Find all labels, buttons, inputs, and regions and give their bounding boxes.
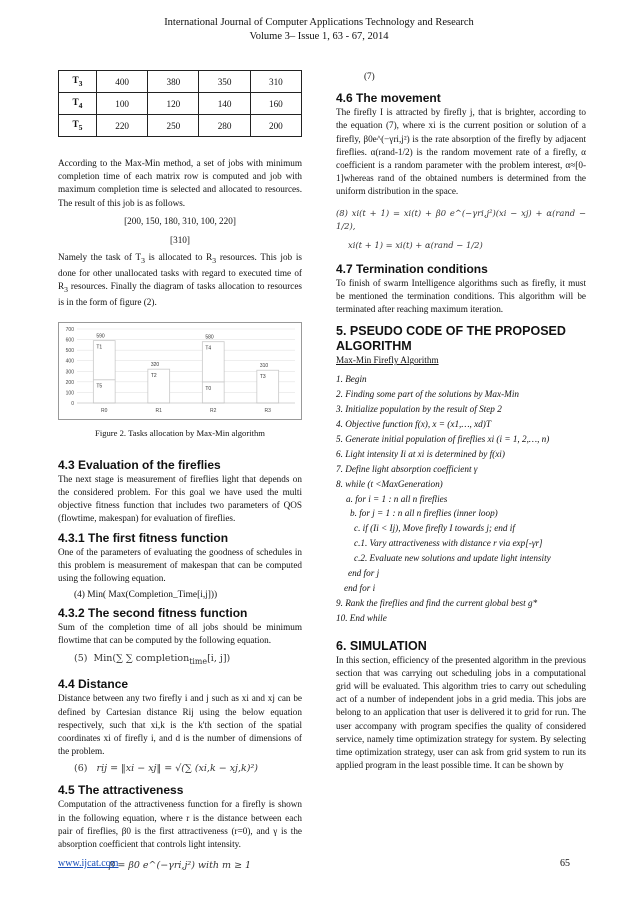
pseudo-code-line: c.1. Vary attractiveness with distance r via exp[-γr] <box>354 538 543 549</box>
x-tick-label: R1 <box>155 407 162 414</box>
pseudo-code-line: 6. Light intensity Ii at xi is determined by f(xi) <box>336 448 505 459</box>
table-row-label: $T_3$ <box>59 71 97 93</box>
section-4-7-heading: 4.7 Termination conditions <box>336 261 488 276</box>
table-cell: 400 <box>97 71 148 93</box>
table-row <box>59 93 302 115</box>
pseudo-code-line: 5. Generate initial population of fireflies xi (i = 1, 2,…, n) <box>336 434 550 444</box>
attractiveness-equation: β = β0 e^(−γri,j²) with m ≥ 1 <box>108 860 252 872</box>
section-4-5-text: Computation of the attractiveness function for a firefly is shown in the following equation, where r is the distance between each pair of fireflies, β0 is the first attractiveness (r=0), and γ is the absorption coefficient that controls light intensity. <box>58 799 302 850</box>
section-4-5-heading: 4.5 The attractiveness <box>58 783 184 798</box>
section-4-3-heading: 4.3 Evaluation of the fireflies <box>58 457 221 472</box>
y-tick-label: 600 <box>65 337 74 344</box>
table-row <box>59 71 302 93</box>
table-row <box>59 115 302 137</box>
table-cell: 380 <box>148 71 199 93</box>
y-tick-label: 200 <box>65 379 74 386</box>
table-cell: 160 <box>250 93 301 115</box>
table-cell: 280 <box>199 115 250 137</box>
total-label: 310 <box>259 362 269 369</box>
segment-label: T3 <box>259 373 266 380</box>
y-tick-label: 100 <box>65 390 74 397</box>
equation-8-line1: (8) xi(t + 1) = xi(t) + β0 e^(−γri,j²)(xi − xj) + α(rand − 1/2), <box>336 207 586 231</box>
segment-label: T0 <box>205 385 212 392</box>
equation-6: (6) rij = ‖xi − xj‖ = √(∑ (xi,k − xj,k)²) <box>74 763 258 775</box>
allocation-paragraph: Namely the task of $T_3$ is allocated to $R_3$ resources. This job is done for other unallocated tasks with regard to executed time of $R_3$ resources. Finally the diagram of tasks allocation to resources is in the form of figure (2). <box>58 252 302 308</box>
x-tick-label: R2 <box>210 407 217 414</box>
y-tick-label: 0 <box>71 400 74 407</box>
chart-svg <box>59 323 301 419</box>
segment-label: T4 <box>205 345 212 352</box>
equation-5: (5) Min(∑ ∑ completion$_{time}$[i, j]) <box>74 652 231 666</box>
table-row-label: $T_5$ <box>59 115 97 137</box>
pseudo-code-line: end for i <box>344 582 376 593</box>
pseudo-code <box>336 373 586 625</box>
pseudo-code-line: 8. while (t <MaxGeneration) <box>336 478 443 489</box>
maxmin-paragraph: According to the Max-Min method, a set of jobs with minimum completion time of each matrix row is computed and job with maximum completion time is selected and allocated to resources. The result of this job is as follows. <box>58 158 302 208</box>
table-cell: 350 <box>199 71 250 93</box>
table-cell: 140 <box>199 93 250 115</box>
pseudo-code-line: a. for i = 1 : n all n fireflies <box>346 493 448 504</box>
y-tick-label: 300 <box>65 368 74 375</box>
pseudo-code-line: 2. Finding some part of the solutions by Max-Min <box>336 389 519 400</box>
pseudo-code-line: 7. Define light absorption coefficient γ <box>336 463 478 474</box>
section-5-heading: 5. PSEUDO CODE OF THE PROPOSED ALGORITHM <box>336 324 566 354</box>
pseudo-code-line: 1. Begin <box>336 374 367 385</box>
total-label: 580 <box>205 334 214 341</box>
completion-time-table <box>58 70 302 137</box>
segment-label: T5 <box>96 383 103 390</box>
right-column <box>336 70 586 772</box>
section-4-3-text: The next stage is measurement of fireflies light that depends on the considered problem. For this goal we have used the multi objective fitness function that includes two parameters of QOS (flowtime, makespan) for evaluation of fireflies. <box>58 473 302 524</box>
pseudo-code-line: 9. Rank the fireflies and find the current global best g* <box>336 597 538 608</box>
task-allocation-chart <box>58 322 302 420</box>
journal-url-link[interactable]: www.ijcat.com <box>58 858 119 869</box>
table-cell: 220 <box>97 115 148 137</box>
section-4-4-text: Distance between any two firefly i and j such as xi and xj can be defined by Cartesian distance Rij using the below equation respectively, such that xi,k is the k'th section of the spatial coordinates xi of firefly i, and d is the number of dimensions of the problem. <box>58 693 302 757</box>
figure-caption: Figure 2. Tasks allocation by Max-Min algorithm <box>95 427 265 438</box>
equation-4: (4) Min( Max(Completion_Time[i,j])) <box>74 590 218 601</box>
result-vector: [200, 150, 180, 310, 100, 220] <box>124 215 236 226</box>
table-cell: 250 <box>148 115 199 137</box>
equation-8-line2: xi(t + 1) = xi(t) + α(rand − 1/2) <box>348 239 483 250</box>
pseudo-code-line: 3. Initialize population by the result of Step 2 <box>336 404 502 415</box>
segment-label: T1 <box>96 344 103 351</box>
y-tick-label: 700 <box>65 326 74 333</box>
section-4-6-heading: 4.6 The movement <box>336 91 441 106</box>
table-cell: 120 <box>148 93 199 115</box>
x-tick-label: R3 <box>264 407 271 414</box>
section-4-3-2-text: Sum of the completion time of all jobs should be minimum flowtime that can be computed by the following equation. <box>58 622 302 646</box>
pseudo-code-line: c. if (Ii < Ij), Move firefly I towards j; end if <box>354 523 515 534</box>
page-number: 65 <box>560 858 570 869</box>
section-6-heading: 6. SIMULATION <box>336 638 427 653</box>
section-4-3-1-heading: 4.3.1 The first fitness function <box>58 530 229 545</box>
equation-7-tag: (7) <box>364 71 375 81</box>
pseudo-code-line: c.2. Evaluate new solutions and update light intensity <box>354 553 551 564</box>
table-cell: 100 <box>97 93 148 115</box>
section-4-7-text: To finish of swarm Intelligence algorithms such as firefly, it must be mentioned the termination conditions. This algorithm will be terminated after reaching maximum iteration. <box>336 277 586 315</box>
pseudo-code-line: 4. Objective function f(x), x = (x1,…, xd)T <box>336 419 491 430</box>
section-6-text: In this section, efficiency of the presented algorithm in the previous section that was carrying out scheduling jobs in a computational grid will be evaluated. This algorithm tries to carry out scheduling act of a number of independent jobs in a grid media. This jobs are belong to an application that user is delivered it to grid for run. The user accompany with program specifies the quality of considered service, namely time optimization strategy for system. By selecting time optimization strategy, user can ask from grid system to run its applied program in the least possible time. It can be shown by <box>336 654 586 771</box>
x-tick-label: R0 <box>101 407 108 414</box>
y-tick-label: 400 <box>65 358 74 365</box>
total-label: 320 <box>150 361 160 368</box>
section-4-3-2-heading: 4.3.2 The second fitness function <box>58 606 248 621</box>
left-column <box>58 70 302 872</box>
y-tick-label: 500 <box>65 347 74 354</box>
journal-title: International Journal of Computer Applications Technology and Research <box>164 17 474 28</box>
table-row-label: $T_4$ <box>59 93 97 115</box>
pseudo-code-line: end for j <box>348 568 380 579</box>
algorithm-title: Max-Min Firefly Algorithm <box>336 355 439 366</box>
journal-volume: Volume 3– Issue 1, 63 - 67, 2014 <box>249 31 389 42</box>
total-label: 590 <box>96 333 105 340</box>
pseudo-code-line: b. for j = 1 : n all n fireflies (inner loop) <box>350 508 498 519</box>
section-4-4-heading: 4.4 Distance <box>58 677 129 692</box>
journal-header <box>0 16 638 44</box>
segment-label: T2 <box>150 372 157 379</box>
selected-vector: [310] <box>170 235 190 246</box>
section-4-3-1-text: One of the parameters of evaluating the goodness of schedules in this problem is measurement of makespan that can be computed using the following equation. <box>58 546 302 583</box>
table-cell: 310 <box>250 71 301 93</box>
section-4-6-text: The firefly I is attracted by firefly j, that is brighter, according to the equation (7), where xi is the current position or solution of a firefly, β0e^(−γri,j²) is the rate absorption of the firefly by adjacent fireflies. α(rand-1/2) is the random movement rate of a firefly, α coefficient is a random parameter with the problem interest, α≈[0-1]whereas rand of the obtained numbers is determined from the uniform distribution in the space. <box>336 107 586 197</box>
pseudo-code-line: 10. End while <box>336 612 387 623</box>
table-cell: 200 <box>250 115 301 137</box>
